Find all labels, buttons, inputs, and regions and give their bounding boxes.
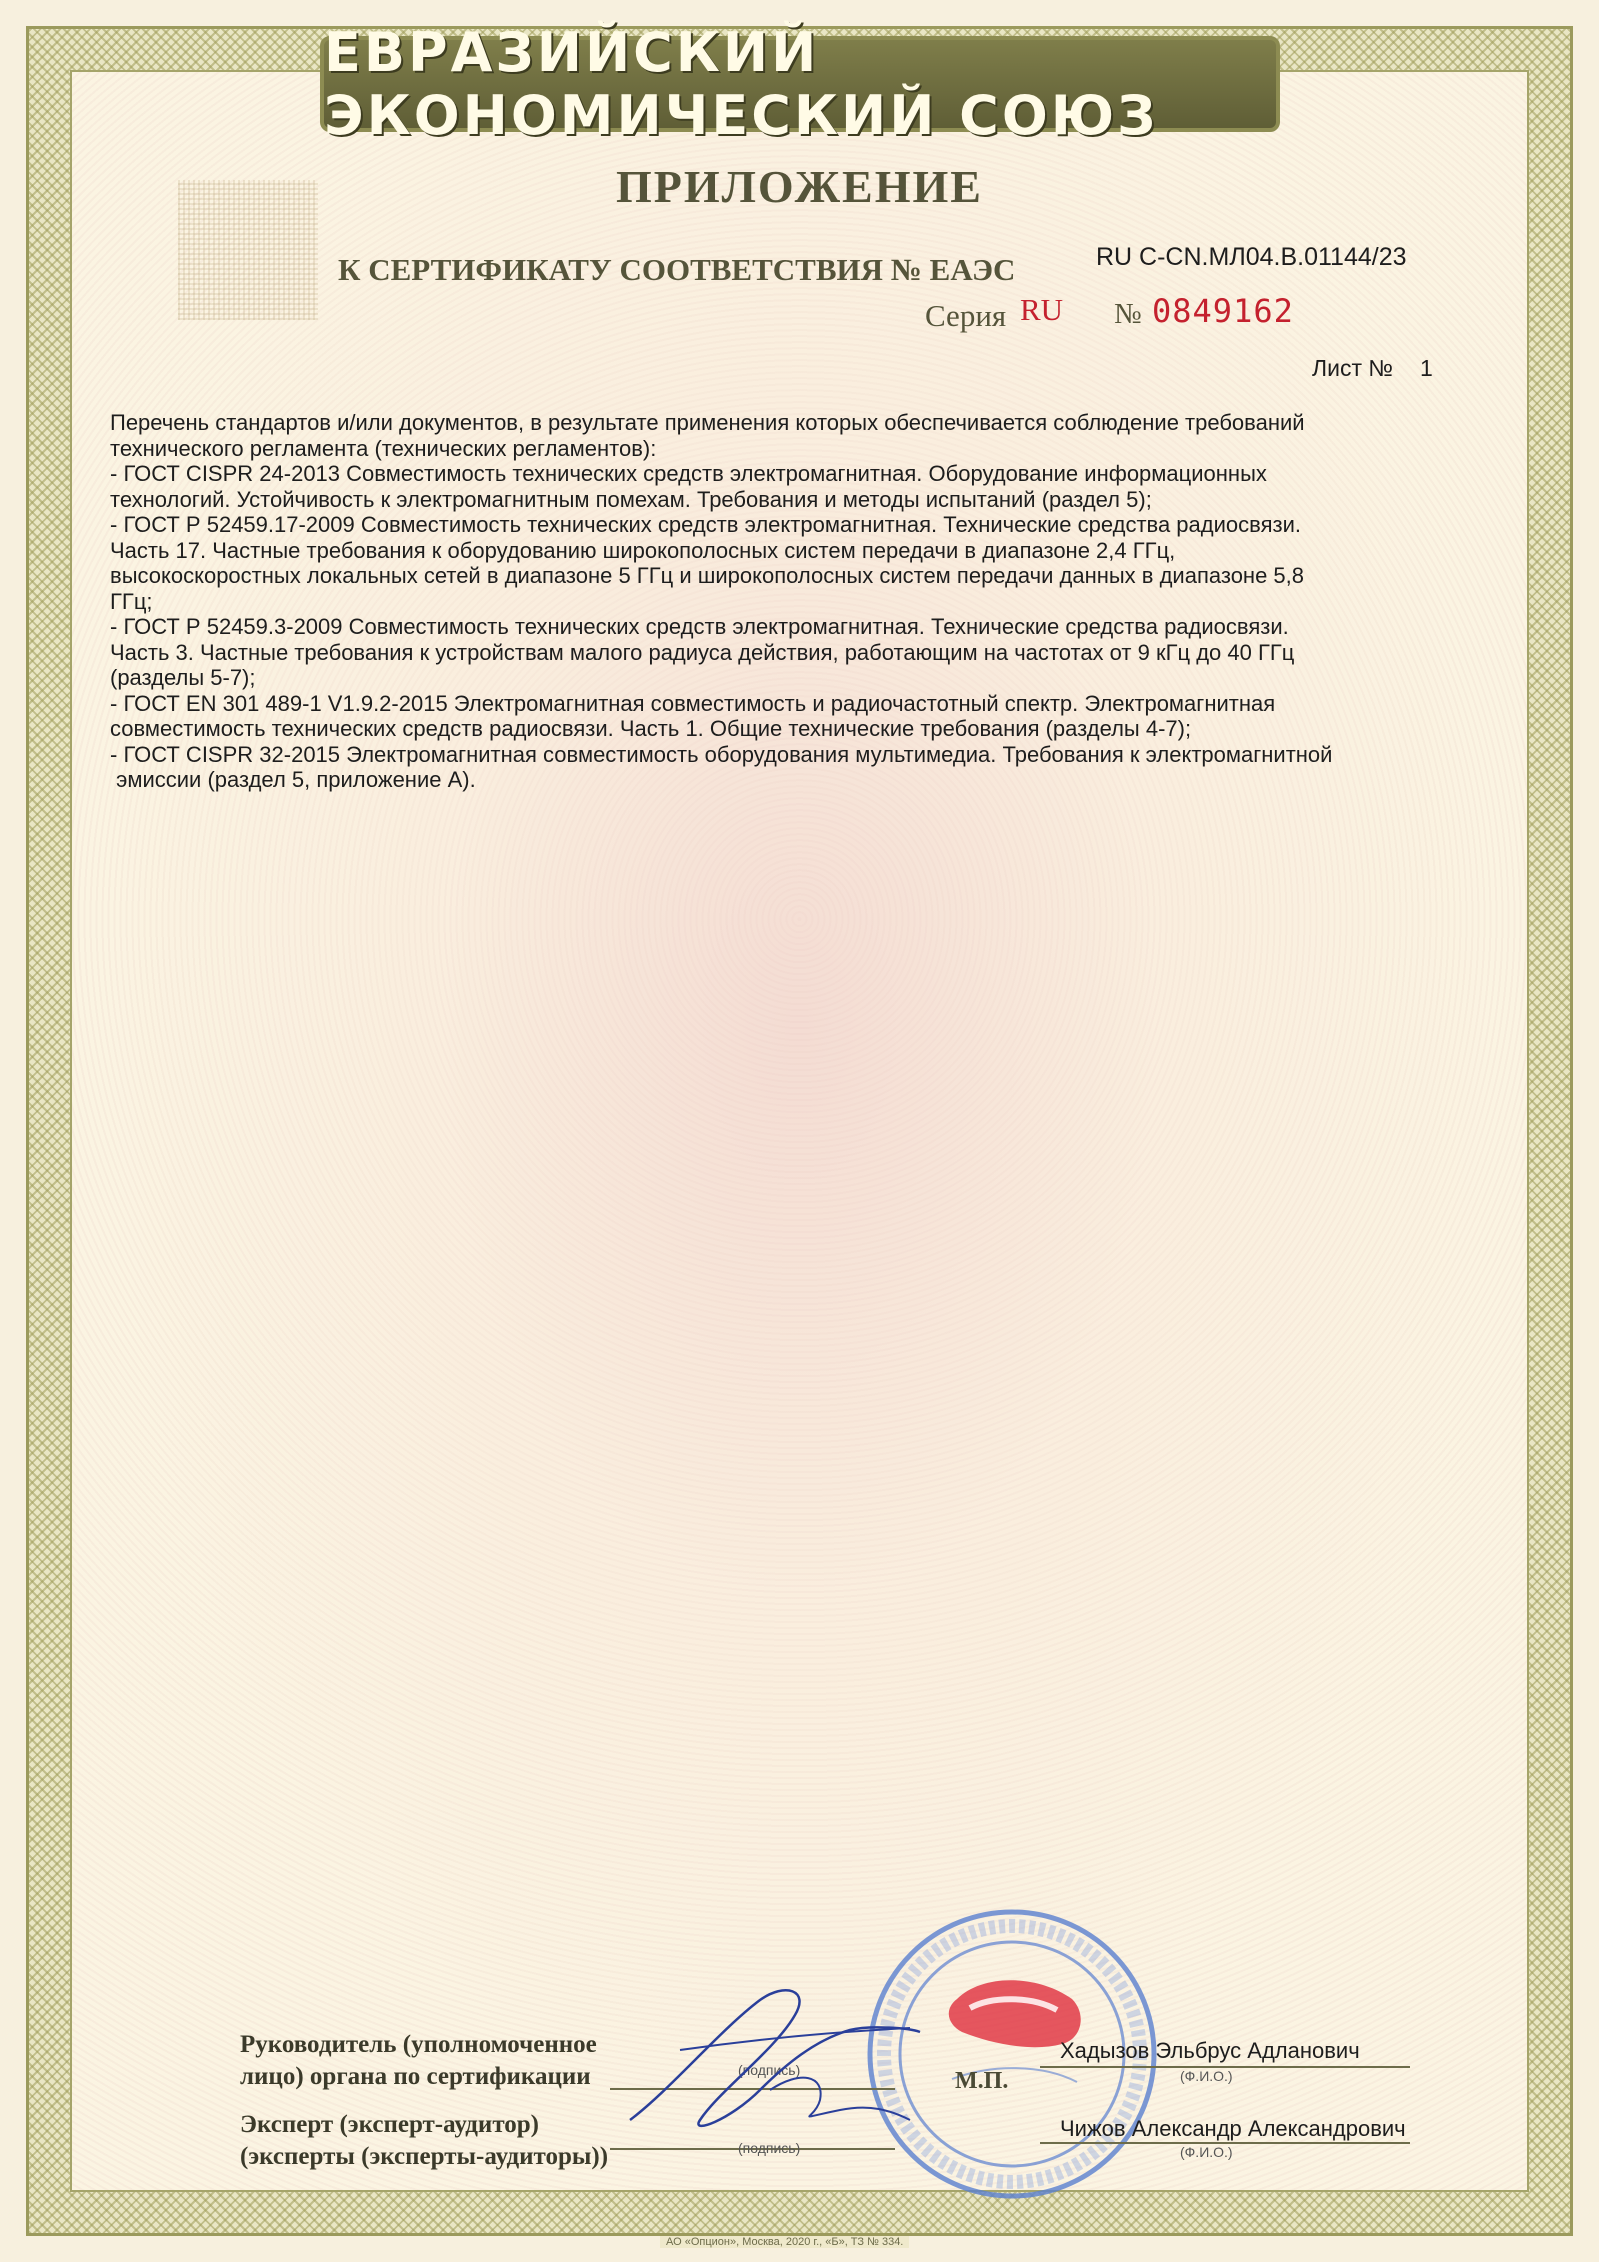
standards-list bbox=[110, 410, 1490, 793]
certificate-number: RU C-CN.МЛ04.В.01144/23 bbox=[1096, 243, 1407, 271]
standards-line: технического регламента (технических регламентов): bbox=[110, 435, 657, 461]
blank-number-label: № bbox=[1114, 298, 1142, 330]
series-value: RU bbox=[1020, 292, 1064, 327]
blank-number-value: 0849162 bbox=[1152, 292, 1294, 330]
standards-line: ГГц; bbox=[110, 588, 153, 614]
series-label: Серия bbox=[925, 298, 1007, 333]
expert-label-line1: Эксперт (эксперт-аудитор) bbox=[240, 2111, 540, 2138]
head-signature-caption: (подпись) bbox=[738, 2062, 801, 2078]
standards-line: - ГОСТ CISPR 24-2013 Совместимость технических средств электромагнитная. Оборудование информационных bbox=[110, 461, 1267, 486]
head-label-line1: Руководитель (уполномоченное bbox=[240, 2031, 597, 2058]
standards-line: - ГОСТ Р 52459.3-2009 Совместимость технических средств электромагнитная. Технические средства радиосвязи. bbox=[110, 614, 1289, 639]
standards-line: - ГОСТ CISPR 32-2015 Электромагнитная совместимость оборудования мультимедиа. Требования к электромагнитной bbox=[110, 741, 1333, 767]
document-title: ПРИЛОЖЕНИЕ bbox=[616, 161, 983, 212]
sheet-label: Лист № bbox=[1312, 355, 1394, 381]
printer-imprint: АО «Опцион», Москва, 2020 г., «Б», ТЗ № 334. bbox=[660, 2236, 909, 2248]
standards-line: - ГОСТ Р 52459.17-2009 Совместимость технических средств электромагнитная. Технические средства радиосвязи. bbox=[110, 512, 1301, 537]
sheet-value: 1 bbox=[1420, 355, 1433, 381]
stamp-mark: М.П. bbox=[955, 2068, 1009, 2094]
expert-signature-caption: (подпись) bbox=[738, 2140, 801, 2156]
union-name: ЕВРАЗИЙСКИЙ ЭКОНОМИЧЕСКИЙ СОЮЗ bbox=[324, 21, 1159, 147]
standards-line: Перечень стандартов и/или документов, в результате применения которых обеспечивается соблюдение требований bbox=[110, 410, 1305, 435]
document-body-background bbox=[70, 70, 1529, 2192]
document-subtitle: К СЕРТИФИКАТУ СООТВЕТСТВИЯ № ЕАЭС bbox=[338, 252, 1016, 287]
expert-label-line2: (эксперты (эксперты-аудиторы)) bbox=[240, 2143, 609, 2170]
expert-name: Чижов Александр Александрович bbox=[1060, 2116, 1406, 2141]
standards-line: Часть 3. Частные требования к устройствам малого радиуса действия, работающим на частотах от 9 кГц до 40 ГГц bbox=[110, 639, 1295, 665]
head-label-line2: лицо) органа по сертификации bbox=[240, 2063, 591, 2090]
head-name: Хадызов Эльбрус Адланович bbox=[1060, 2038, 1360, 2063]
standards-line: эмиссии (раздел 5, приложение А). bbox=[110, 767, 476, 792]
head-name-caption: (Ф.И.О.) bbox=[1180, 2068, 1233, 2084]
standards-line: высокоскоростных локальных сетей в диапазоне 5 ГГц и широкополосных систем передачи данных в диапазоне 5,8 bbox=[110, 563, 1305, 588]
standards-line: совместимость технических средств радиосвязи. Часть 1. Общие технические требования (разделы 4-7); bbox=[110, 716, 1192, 741]
standards-line: технологий. Устойчивость к электромагнитным помехам. Требования и методы испытаний (раздел 5); bbox=[110, 486, 1152, 512]
standards-line: (разделы 5-7); bbox=[110, 665, 256, 690]
header-banner bbox=[320, 21, 1280, 147]
standards-line: Часть 17. Частные требования к оборудованию широкополосных систем передачи в диапазоне 2,4 ГГц, bbox=[110, 537, 1176, 563]
handwritten-signature bbox=[610, 1970, 930, 2150]
expert-name-caption: (Ф.И.О.) bbox=[1180, 2144, 1233, 2160]
standards-line: - ГОСТ EN 301 489-1 V1.9.2-2015 Электромагнитная совместимость и радиочастотный спектр. Электромагнитная bbox=[110, 690, 1276, 716]
